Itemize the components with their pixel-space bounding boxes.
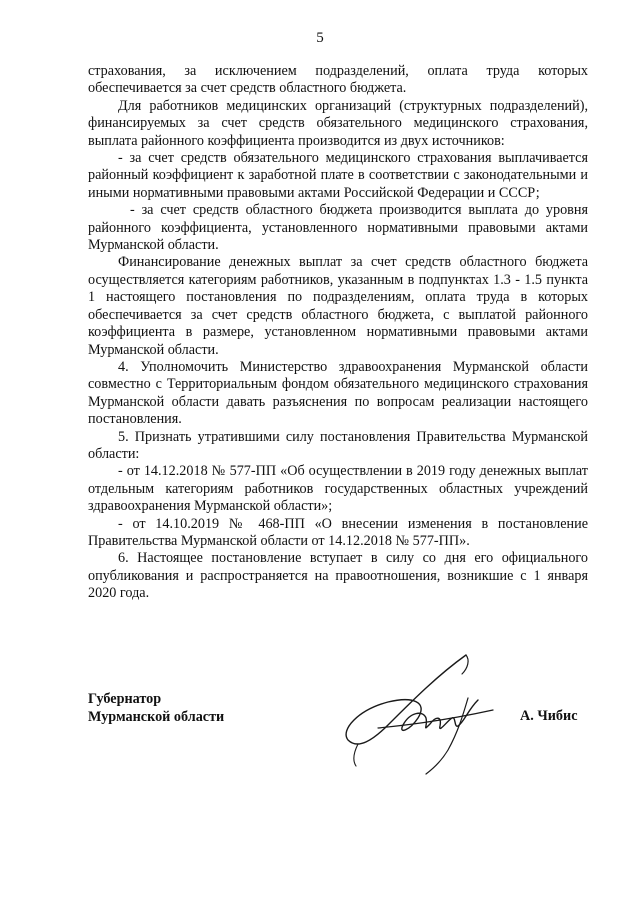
- page-number: 5: [316, 30, 324, 46]
- paragraph: - за счет средств обязательного медицинского страхования выплачивается районный коэффициент к заработной плате в соответствии с законодательными и иными нормативными правовыми актами Российской Федерации и СССР;: [88, 150, 588, 201]
- paragraph: 6. Настоящее постановление вступает в силу со дня его официального опубликования и распространяется на правоотношения, возникшие с 1 января 2020 года.: [88, 550, 588, 602]
- paragraph: 5. Признать утратившими силу постановления Правительства Мурманской области:: [88, 428, 588, 462]
- signatory-title: [88, 690, 224, 726]
- paragraph: Для работников медицинских организаций (структурных подразделений), финансируемых за счет средств обязательного медицинского страхования, выплата районного коэффициента производится из двух источников:: [88, 97, 588, 149]
- signatory-name: А. Чибис: [520, 708, 578, 724]
- paragraph: - за счет средств областного бюджета производится выплата до уровня районного коэффициента, установленного нормативными правовыми актами Мурманской области.: [88, 202, 588, 254]
- signatory-title-line: Мурманской области: [88, 709, 225, 725]
- paragraph: Финансирование денежных выплат за счет средств областного бюджета осуществляется категориям работников, указанным в подпунктах 1.3 - 1.5 пункта 1 настоящего постановления по подразделениям, оплата труда в которых обеспечивается за счет средств областного бюджета, с выплатой районного коэффициента в размере, установленном нормативными правовыми актами Мурманской области.: [88, 254, 588, 358]
- paragraph: 4. Уполномочить Министерство здравоохранения Мурманской области совместно с Территориальным фондом обязательного медицинского страхования Мурманской области давать разъяснения по вопросам реализации настоящего постановления.: [88, 358, 588, 428]
- handwritten-signature: [318, 640, 518, 780]
- paragraph: - от 14.10.2019 № 468-ПП «О внесении изменения в постановление Правительства Мурманской области от 14.12.2018 № 577-ПП».: [88, 515, 588, 549]
- signatory-title-line: Губернатор: [88, 691, 162, 707]
- paragraph: - от 14.12.2018 № 577-ПП «Об осуществлении в 2019 году денежных выплат отдельным категориям работников государственных областных учреждений здравоохранения Мурманской области»;: [88, 463, 588, 515]
- paragraph: страхования, за исключением подразделений, оплата труда которых обеспечивается за счет средств областного бюджета.: [88, 63, 588, 97]
- document-body: [88, 63, 588, 603]
